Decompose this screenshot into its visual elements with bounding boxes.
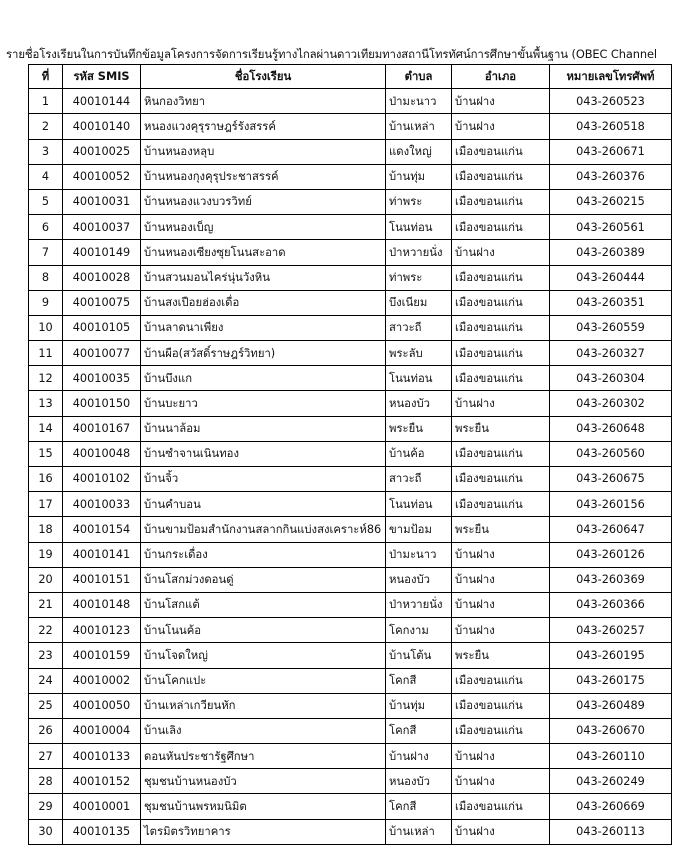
subdistrict: แดงใหญ่ xyxy=(386,139,452,164)
row-number: 19 xyxy=(29,542,63,567)
header-district: อำเภอ xyxy=(452,65,550,89)
district: เมืองขอนแก่น xyxy=(452,265,550,290)
subdistrict: โนนท่อน xyxy=(386,215,452,240)
header-subdistrict: ตำบล xyxy=(386,65,452,89)
smis-code: 40010002 xyxy=(63,668,141,693)
table-row xyxy=(29,265,672,290)
smis-code: 40010033 xyxy=(63,492,141,517)
phone-number: 043-260351 xyxy=(550,290,672,315)
table-row xyxy=(29,819,672,844)
subdistrict: ป่ามะนาว xyxy=(386,542,452,567)
school-name: หินกองวิทยา xyxy=(141,89,386,114)
school-name: บ้านหนองเบ็ญ xyxy=(141,215,386,240)
row-number: 9 xyxy=(29,290,63,315)
smis-code: 40010035 xyxy=(63,366,141,391)
smis-code: 40010148 xyxy=(63,592,141,617)
smis-code: 40010004 xyxy=(63,718,141,743)
row-number: 4 xyxy=(29,164,63,189)
district: บ้านฝาง xyxy=(452,391,550,416)
header-smis: รหัส SMIS xyxy=(63,65,141,89)
phone-number: 043-260518 xyxy=(550,114,672,139)
smis-code: 40010031 xyxy=(63,189,141,214)
table-row xyxy=(29,492,672,517)
subdistrict: บ้านเหล่า xyxy=(386,819,452,844)
row-number: 2 xyxy=(29,114,63,139)
subdistrict: บ้านทุ่ม xyxy=(386,164,452,189)
table-row xyxy=(29,467,672,492)
school-name: หนองแวงคุรุราษฎร์รังสรรค์ xyxy=(141,114,386,139)
school-name: ชุมชนบ้านหนองบัว xyxy=(141,769,386,794)
smis-code: 40010133 xyxy=(63,744,141,769)
phone-number: 043-260560 xyxy=(550,441,672,466)
phone-number: 043-260648 xyxy=(550,416,672,441)
district: เมืองขอนแก่น xyxy=(452,718,550,743)
table-row xyxy=(29,189,672,214)
district: พระยืน xyxy=(452,416,550,441)
subdistrict: ท่าพระ xyxy=(386,189,452,214)
document-title: รายชื่อโรงเรียนในการบันทึกข้อมูลโครงการจัดการเรียนรู้ทางไกลผ่านดาวเทียมทางสถานีโทรทัศน์การศึกษาขั้นพื้นฐาน (OBEC Channel xyxy=(6,47,657,61)
phone-number: 043-260369 xyxy=(550,567,672,592)
table-row xyxy=(29,769,672,794)
smis-code: 40010052 xyxy=(63,164,141,189)
district: เมืองขอนแก่น xyxy=(452,290,550,315)
phone-number: 043-260113 xyxy=(550,819,672,844)
district: เมืองขอนแก่น xyxy=(452,794,550,819)
school-name: บ้านโสกม่วงดอนดู่ xyxy=(141,567,386,592)
subdistrict: โนนท่อน xyxy=(386,492,452,517)
smis-code: 40010123 xyxy=(63,618,141,643)
school-name: บ้านหนองเซียงซุยโนนสะอาด xyxy=(141,240,386,265)
district: เมืองขอนแก่น xyxy=(452,693,550,718)
table-row xyxy=(29,744,672,769)
row-number: 20 xyxy=(29,567,63,592)
row-number: 23 xyxy=(29,643,63,668)
district: บ้านฝาง xyxy=(452,744,550,769)
phone-number: 043-260175 xyxy=(550,668,672,693)
phone-number: 043-260675 xyxy=(550,467,672,492)
subdistrict: บ้านค้อ xyxy=(386,441,452,466)
table-row xyxy=(29,592,672,617)
table-row xyxy=(29,542,672,567)
district: เมืองขอนแก่น xyxy=(452,441,550,466)
row-number: 29 xyxy=(29,794,63,819)
smis-code: 40010140 xyxy=(63,114,141,139)
row-number: 30 xyxy=(29,819,63,844)
phone-number: 043-260489 xyxy=(550,693,672,718)
table-row xyxy=(29,89,672,114)
school-name: บ้านสวนมอนไคร่นุ่นวังหิน xyxy=(141,265,386,290)
row-number: 12 xyxy=(29,366,63,391)
school-name: ชุมชนบ้านพรหมนิมิต xyxy=(141,794,386,819)
district: บ้านฝาง xyxy=(452,618,550,643)
header-no: ที่ xyxy=(29,65,63,89)
phone-number: 043-260156 xyxy=(550,492,672,517)
school-name: บ้านลาดนาเพียง xyxy=(141,315,386,340)
table-row xyxy=(29,693,672,718)
smis-code: 40010149 xyxy=(63,240,141,265)
school-name: บ้านเหล่าเกวียนหัก xyxy=(141,693,386,718)
school-table xyxy=(28,64,672,845)
smis-code: 40010028 xyxy=(63,265,141,290)
row-number: 27 xyxy=(29,744,63,769)
row-number: 14 xyxy=(29,416,63,441)
table-row xyxy=(29,567,672,592)
row-number: 22 xyxy=(29,618,63,643)
district: เมืองขอนแก่น xyxy=(452,189,550,214)
district: บ้านฝาง xyxy=(452,592,550,617)
subdistrict: สาวะถี xyxy=(386,315,452,340)
smis-code: 40010150 xyxy=(63,391,141,416)
table-row xyxy=(29,240,672,265)
school-name: ไตรมิตรวิทยาคาร xyxy=(141,819,386,844)
subdistrict: โคกสี xyxy=(386,668,452,693)
smis-code: 40010077 xyxy=(63,341,141,366)
row-number: 13 xyxy=(29,391,63,416)
smis-code: 40010151 xyxy=(63,567,141,592)
phone-number: 043-260647 xyxy=(550,517,672,542)
school-name: บ้านคำบอน xyxy=(141,492,386,517)
table-row xyxy=(29,668,672,693)
school-name: บ้านโนนค้อ xyxy=(141,618,386,643)
phone-number: 043-260389 xyxy=(550,240,672,265)
smis-code: 40010102 xyxy=(63,467,141,492)
smis-code: 40010048 xyxy=(63,441,141,466)
table-header-row xyxy=(29,65,672,89)
subdistrict: หนองบัว xyxy=(386,567,452,592)
table-row xyxy=(29,341,672,366)
school-name: บ้านเลิง xyxy=(141,718,386,743)
school-name: บ้านโสกแต้ xyxy=(141,592,386,617)
school-name: บ้านซำจานเนินทอง xyxy=(141,441,386,466)
table-row xyxy=(29,517,672,542)
phone-number: 043-260195 xyxy=(550,643,672,668)
school-name: บ้านสงเปือยฮ่องเดื่อ xyxy=(141,290,386,315)
header-school-name: ชื่อโรงเรียน xyxy=(141,65,386,89)
phone-number: 043-260444 xyxy=(550,265,672,290)
subdistrict: หนองบัว xyxy=(386,769,452,794)
table-row xyxy=(29,315,672,340)
smis-code: 40010037 xyxy=(63,215,141,240)
subdistrict: โคกสี xyxy=(386,794,452,819)
table-row xyxy=(29,794,672,819)
district: บ้านฝาง xyxy=(452,240,550,265)
row-number: 11 xyxy=(29,341,63,366)
row-number: 7 xyxy=(29,240,63,265)
subdistrict: พระลับ xyxy=(386,341,452,366)
row-number: 5 xyxy=(29,189,63,214)
row-number: 3 xyxy=(29,139,63,164)
subdistrict: พระยืน xyxy=(386,416,452,441)
district: พระยืน xyxy=(452,643,550,668)
row-number: 17 xyxy=(29,492,63,517)
smis-code: 40010135 xyxy=(63,819,141,844)
table-row xyxy=(29,441,672,466)
subdistrict: ป่าหวายนั่ง xyxy=(386,592,452,617)
district: บ้านฝาง xyxy=(452,769,550,794)
smis-code: 40010167 xyxy=(63,416,141,441)
subdistrict: บ้านโต้น xyxy=(386,643,452,668)
row-number: 6 xyxy=(29,215,63,240)
school-name: บ้านหนองแวงบวรวิทย์ xyxy=(141,189,386,214)
table-body xyxy=(29,89,672,845)
phone-number: 043-260523 xyxy=(550,89,672,114)
school-name: บ้านกระเดื่อง xyxy=(141,542,386,567)
subdistrict: บึงเนียม xyxy=(386,290,452,315)
district: เมืองขอนแก่น xyxy=(452,467,550,492)
table-row xyxy=(29,391,672,416)
phone-number: 043-260669 xyxy=(550,794,672,819)
smis-code: 40010141 xyxy=(63,542,141,567)
school-name: บ้านจิ้ว xyxy=(141,467,386,492)
table-row xyxy=(29,114,672,139)
district: เมืองขอนแก่น xyxy=(452,139,550,164)
row-number: 10 xyxy=(29,315,63,340)
phone-number: 043-260366 xyxy=(550,592,672,617)
smis-code: 40010105 xyxy=(63,315,141,340)
phone-number: 043-260126 xyxy=(550,542,672,567)
phone-number: 043-260302 xyxy=(550,391,672,416)
phone-number: 043-260304 xyxy=(550,366,672,391)
row-number: 24 xyxy=(29,668,63,693)
subdistrict: สาวะถี xyxy=(386,467,452,492)
district: บ้านฝาง xyxy=(452,89,550,114)
subdistrict: ท่าพระ xyxy=(386,265,452,290)
row-number: 18 xyxy=(29,517,63,542)
school-name: บ้านบะยาว xyxy=(141,391,386,416)
row-number: 28 xyxy=(29,769,63,794)
district: เมืองขอนแก่น xyxy=(452,164,550,189)
table-row xyxy=(29,290,672,315)
district: เมืองขอนแก่น xyxy=(452,315,550,340)
smis-code: 40010154 xyxy=(63,517,141,542)
subdistrict: โคกสี xyxy=(386,718,452,743)
subdistrict: บ้านเหล่า xyxy=(386,114,452,139)
school-name: บ้านโจดใหญ่ xyxy=(141,643,386,668)
table-row xyxy=(29,366,672,391)
table-row xyxy=(29,164,672,189)
phone-number: 043-260327 xyxy=(550,341,672,366)
row-number: 26 xyxy=(29,718,63,743)
subdistrict: ป่ามะนาว xyxy=(386,89,452,114)
phone-number: 043-260249 xyxy=(550,769,672,794)
district: บ้านฝาง xyxy=(452,567,550,592)
subdistrict: บ้านทุ่ม xyxy=(386,693,452,718)
district: บ้านฝาง xyxy=(452,819,550,844)
subdistrict: ขามป้อม xyxy=(386,517,452,542)
subdistrict: โนนท่อน xyxy=(386,366,452,391)
table-row xyxy=(29,139,672,164)
subdistrict: ป่าหวายนั่ง xyxy=(386,240,452,265)
school-name: บ้านผือ(สวัสดิ์ราษฎร์วิทยา) xyxy=(141,341,386,366)
smis-code: 40010001 xyxy=(63,794,141,819)
school-name: ดอนหันประชารัฐศึกษา xyxy=(141,744,386,769)
phone-number: 043-260670 xyxy=(550,718,672,743)
school-name: บ้านนาล้อม xyxy=(141,416,386,441)
subdistrict: หนองบัว xyxy=(386,391,452,416)
smis-code: 40010159 xyxy=(63,643,141,668)
table-row xyxy=(29,718,672,743)
smis-code: 40010152 xyxy=(63,769,141,794)
row-number: 15 xyxy=(29,441,63,466)
phone-number: 043-260110 xyxy=(550,744,672,769)
row-number: 16 xyxy=(29,467,63,492)
phone-number: 043-260671 xyxy=(550,139,672,164)
phone-number: 043-260559 xyxy=(550,315,672,340)
subdistrict: โคกงาม xyxy=(386,618,452,643)
district: เมืองขอนแก่น xyxy=(452,215,550,240)
phone-number: 043-260257 xyxy=(550,618,672,643)
school-name: บ้านโคกแปะ xyxy=(141,668,386,693)
row-number: 8 xyxy=(29,265,63,290)
table-row xyxy=(29,618,672,643)
phone-number: 043-260376 xyxy=(550,164,672,189)
school-name: บ้านหนองกุงคุรุประชาสรรค์ xyxy=(141,164,386,189)
row-number: 25 xyxy=(29,693,63,718)
school-name: บ้านหนองหลุบ xyxy=(141,139,386,164)
smis-code: 40010144 xyxy=(63,89,141,114)
table-row xyxy=(29,215,672,240)
district: บ้านฝาง xyxy=(452,114,550,139)
district: บ้านฝาง xyxy=(452,542,550,567)
school-name: บ้านบึงแก xyxy=(141,366,386,391)
row-number: 21 xyxy=(29,592,63,617)
smis-code: 40010050 xyxy=(63,693,141,718)
district: พระยืน xyxy=(452,517,550,542)
phone-number: 043-260215 xyxy=(550,189,672,214)
smis-code: 40010075 xyxy=(63,290,141,315)
school-name: บ้านขามป้อมสำนักงานสลากกินแบ่งสงเคราะห์86 xyxy=(141,517,386,542)
phone-number: 043-260561 xyxy=(550,215,672,240)
district: เมืองขอนแก่น xyxy=(452,341,550,366)
smis-code: 40010025 xyxy=(63,139,141,164)
district: เมืองขอนแก่น xyxy=(452,668,550,693)
district: เมืองขอนแก่น xyxy=(452,492,550,517)
row-number: 1 xyxy=(29,89,63,114)
district: เมืองขอนแก่น xyxy=(452,366,550,391)
table-row xyxy=(29,416,672,441)
subdistrict: บ้านฝาง xyxy=(386,744,452,769)
table-row xyxy=(29,643,672,668)
header-phone: หมายเลขโทรศัพท์ xyxy=(550,65,672,89)
